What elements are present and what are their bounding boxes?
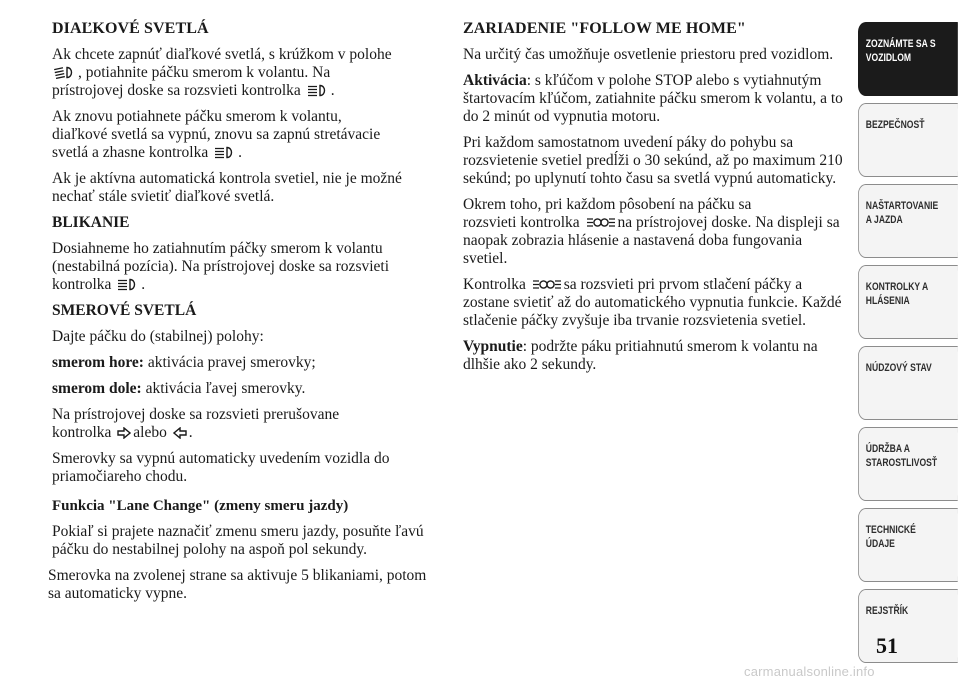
chapter-tabs <box>858 22 960 670</box>
paragraph-flashing: Dosiahneme ho zatiahnutím páčky smerom k volantu (nestabilná pozícia). Na prístrojovej doske sa rozsvieti kontrolka . <box>52 240 390 293</box>
paragraph-lever-position: Dajte páčku do (stabilnej) polohy: <box>52 328 264 345</box>
paragraph-lane-change-2: Smerovka na zvolenej strane sa aktivuje 5 blikaniami, potom sa automaticky vypne. <box>48 567 427 602</box>
tab-technical-data[interactable]: TECHNICKÉ ÚDAJE <box>858 508 958 582</box>
high-beam-icon <box>117 278 139 291</box>
watermark: carmanualsonline.info <box>744 664 875 679</box>
tab-maintenance[interactable]: ÚDRŽBA A STAROSTLIVOSŤ <box>858 427 958 501</box>
paragraph-high-beam-on: Ak chcete zapnúť diaľkové svetlá, s krúžkom v polohe , potiahnite páčku smerom k volantu. Na prístrojovej doske sa rozsvieti kontrolka . <box>52 46 392 99</box>
paragraph-up: smerom hore: aktivácia pravej smerovky; <box>52 354 316 371</box>
follow-me-home-icon <box>532 278 562 291</box>
tab-safety[interactable]: BEZPEČNOSŤ <box>858 103 958 177</box>
paragraph-indicator: Okrem toho, pri každom pôsobení na páčku sa rozsvieti kontrolka na prístrojovej doske. Na displeji sa naopak zobrazia hlásenie a nastavená doba fungovania svetiel. <box>463 196 840 267</box>
paragraph-follow-intro: Na určitý čas umožňuje osvetlenie priestoru pred vozidlom. <box>463 46 834 63</box>
heading-high-beam: DIAĽKOVÉ SVETLÁ <box>52 20 209 37</box>
right-column <box>463 20 848 382</box>
right-turn-arrow-icon <box>117 427 131 439</box>
paragraph-high-beam-off: Ak znovu potiahnete páčku smerom k volantu, diaľkové svetlá sa vypnú, znovu sa zapnú stretávacie svetlá a zhasne kontrolka . <box>52 108 381 161</box>
paragraph-turn-off: Smerovky sa vypnú automaticky uvedením vozidla do priamočiareho chodu. <box>52 450 390 485</box>
heading-lane-change: Funkcia "Lane Change" (zmeny smeru jazdy) <box>52 498 349 514</box>
high-beam-icon <box>54 66 76 79</box>
paragraph-activation: Aktivácia: s kľúčom v polohe STOP alebo s vytiahnutým štartovacím kľúčom, zatiahnite páčku smerom k volantu, a to do 2 minút od vypnutia motoru. <box>463 72 843 125</box>
tab-emergency[interactable]: NÚDZOVÝ STAV <box>858 346 958 420</box>
paragraph-turn-indicator: Na prístrojovej doske sa rozsvieti prerušovane kontrolka alebo . <box>52 406 340 441</box>
paragraph-auto-light: Ak je aktívna automatická kontrola svetiel, nie je možné nechať stále svietiť diaľkové svetlá. <box>52 170 402 205</box>
tab-index[interactable]: REJSTŘÍK <box>858 589 958 663</box>
tab-warnings[interactable]: KONTROLKY A HLÁSENIA <box>858 265 958 339</box>
heading-turn-signals: SMEROVÉ SVETLÁ <box>52 302 197 319</box>
paragraph-lane-change-1: Pokiaľ si prajete naznačiť zmenu smeru jazdy, posuňte ľavú páčku do nestabilnej polohy na aspoň pol sekundy. <box>52 523 424 558</box>
tab-starting-driving[interactable]: NAŠTARTOVANIE A JAZDA <box>858 184 958 258</box>
heading-flashing: BLIKANIE <box>52 214 130 231</box>
high-beam-icon <box>214 146 236 159</box>
left-column <box>48 20 442 611</box>
paragraph-indicator-duration: Kontrolka sa rozsvieti pri prvom stlačení páčky a zostane svietiť až do automatického vypnutia funkcie. Každé stlačenie páčky zvyšuje iba trvanie rozsvietenia svetiel. <box>463 276 842 329</box>
tab-get-to-know-vehicle[interactable]: ZOZNÁMTE SA S VOZIDLOM <box>858 22 958 96</box>
paragraph-extension: Pri každom samostatnom uvedení páky do pohybu sa rozsvietenie svetiel predĺži o 30 sekúnd, až po maximum 210 sekúnd; po uplynutí tohto času sa svetlá vypnú automaticky. <box>463 134 843 187</box>
heading-follow-me-home: ZARIADENIE "FOLLOW ME HOME" <box>463 20 746 37</box>
paragraph-deactivation: Vypnutie: podržte páku pritiahnutú smerom k volantu na dlhšie ako 2 sekundy. <box>463 338 818 373</box>
page-number: 51 <box>876 633 898 658</box>
left-turn-arrow-icon <box>173 427 187 439</box>
high-beam-icon <box>307 84 329 97</box>
paragraph-down: smerom dole: aktivácia ľavej smerovky. <box>52 380 306 397</box>
follow-me-home-icon <box>586 216 616 229</box>
